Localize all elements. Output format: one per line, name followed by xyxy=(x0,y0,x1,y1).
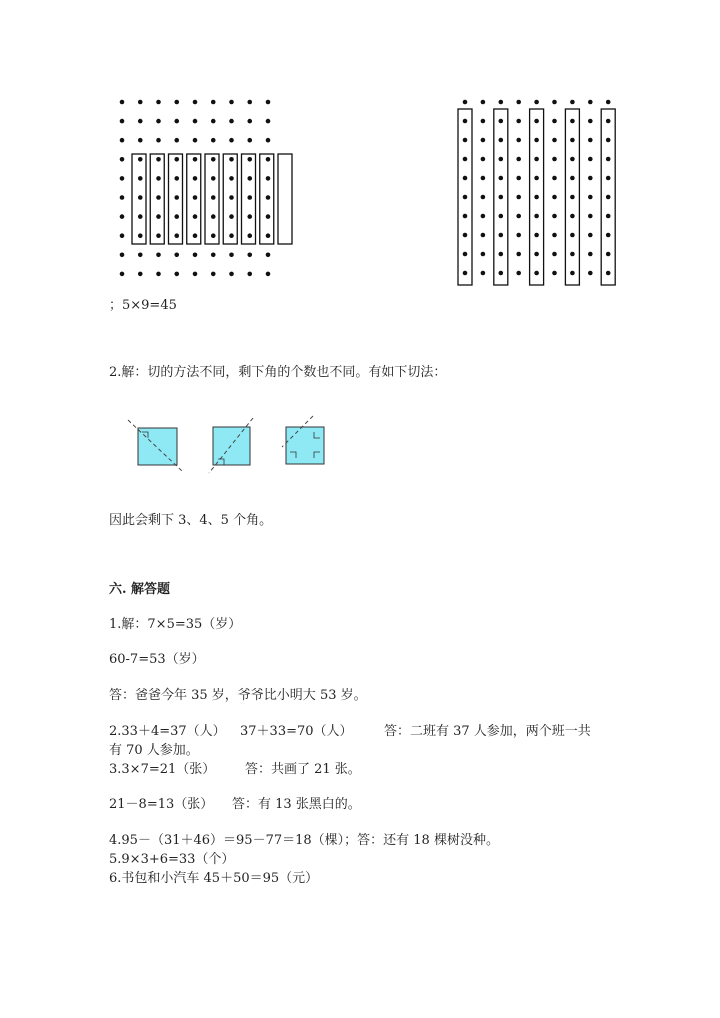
cut-square-3 xyxy=(282,416,324,464)
q4-solution: 4.95－（31＋46）＝95－77＝18（棵）；答：还有 18 棵树没种。 xyxy=(109,833,499,848)
q1-line2: 60-7=53（岁） xyxy=(109,652,205,667)
cutting-explanation: 2.解：切的方法不同，剩下角的个数也不同。有如下切法： xyxy=(109,365,447,380)
q3-answer2: 答：有 13 张黑白的。 xyxy=(232,797,361,812)
q6-solution: 6.书包和小汽车 45＋50＝95（元） xyxy=(109,871,319,886)
cut-square-2 xyxy=(209,418,253,473)
q5-solution: 5.9×3+6=33（个） xyxy=(109,852,235,867)
section-6-heading: 六. 解答题 xyxy=(109,582,171,597)
q1-line1: 1.解：7×5=35（岁） xyxy=(109,617,242,632)
cut-square-diagrams xyxy=(0,0,720,500)
q3-calc: 3.3×7=21（张） xyxy=(109,762,216,777)
cutting-conclusion: 因此会剩下 3、4、5 个角。 xyxy=(109,513,273,528)
q3-calc2: 21－8=13（张） xyxy=(109,797,214,812)
multiplication-equation: ；5×9=45 xyxy=(109,298,177,313)
q2-answer-part1: 答：二班有 37 人参加，两个班一共 xyxy=(384,724,591,739)
q2-calc2: 37＋33=70（人） xyxy=(240,724,353,739)
cut-square-1 xyxy=(128,420,182,471)
q2-calc1: 2.33＋4=37（人） xyxy=(109,724,226,739)
square-3 xyxy=(286,427,324,464)
square-1 xyxy=(138,428,177,465)
q3-answer: 答：共画了 21 张。 xyxy=(245,762,361,777)
q2-answer-part2: 有 70 人参加。 xyxy=(109,743,199,758)
q1-answer: 答：爸爸今年 35 岁，爷爷比小明大 53 岁。 xyxy=(109,688,367,703)
